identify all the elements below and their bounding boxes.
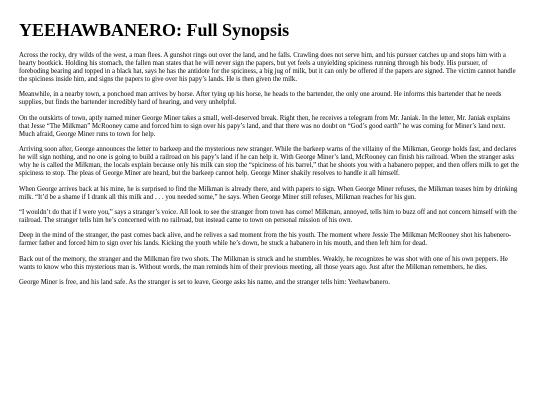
document-body [19, 20, 519, 295]
paragraph-7: Deep in the mind of the stranger, the past comes back alive, and he relives a sad moment from the his youth. The moment where Jessie The Milkman McRooney shot his habenero-farmer father and forced him to sign over his lands. Kicking the youth while he’s down, he stuck a habanero in his mouth, and then left him for dead. [19, 232, 512, 248]
left-margin [0, 0, 12, 405]
paragraph-2: Meanwhile, in a nearby town, a ponchoed man arrives by horse. After tying up his horse, he heads to the bartender, the only one around. He informs this bartender that he needs supplies, but finds the bartender incredibly hard of hearing, and very unhelpful. [19, 91, 502, 107]
paragraph-4: Arriving soon after, George announces the letter to barkeep and the mysterious new stranger. While the barkeep warns of the villainy of the Milkman, George holds fast, and declares he will sign nothing, and no one is going to build a railroad on his papy’s land if he can help it. With George Miner’s land, McRooney can finish his railroad. When the stranger asks why he is called the Milkman, the locals explain because only his milk can stop the “spiciness of his barrel,” that he shoots you with a habanero pepper, and then offers milk to get the spiciness to stop. The pleas of George Miner are heard, but the barkeep cannot help. George Miner shakily resolves to handle it all himself. [19, 146, 519, 178]
paragraph-6: “I wouldn’t do that if I were you,” says a stranger’s voice. All look to see the stranger from town has come! Milkman, annoyed, tells him to buzz off and not concern himself with the railroad. The stranger tells him he’s concerned with no railroad, but instead came to town on personal mission of his own. [19, 208, 517, 224]
paragraph-9: George Miner is free, and his land safe. As the stranger is set to leave, George asks his name, and the stranger tells him: Yeehawbanero. [19, 279, 390, 287]
paragraph-1: Across the rocky, dry wilds of the west, a man flees. A gunshot rings out over the land, and he falls. Crawling does not serve him, and his pursuer catches up and stops him with a hearty bootkick. Holding his stomach, the fallen man states that he will never sign the papers, but yet feels a unyielding spiciness running through his body. His pursuer, of foreboding bearing and topped in a black hat, says he has the antidote for the spiciness, a big jug of milk, but it can only be offered if the papers are signed. The victim cannot handle the spiciness inside him, and signs the papers to give over his papy’s lands. He is then given the milk. [19, 52, 516, 83]
page-title: YEEHAWBANERO: Full Synopsis [19, 20, 290, 40]
paragraph-5: When George arrives back at his mine, he is surprised to find the Milkman is already there, and with papers to sign. When George Miner refuses, the Milkman teases him by drinking milk. “It’d be a shame if I drank all this milk and . . . you needed some,” he says. When George Miner still refuses, Milkman reaches for his gun. [19, 185, 518, 201]
paragraph-8: Back out of the memory, the stranger and the Milkman fire two shots. The Milkman is struck and he stumbles. Weakly, he recognizes he was shot with one of his own peppers. He wants to know who this mysterious man is. Without words, the man reminds him of their previous meeting, all those years ago. Just after the Milkman remembers, he dies. [19, 255, 508, 271]
paragraph-3: On the outskirts of town, aptly named miner George Miner takes a small, well-deserved break. Right then, he receives a telegram from Mr. Janiak. In the letter, Mr. Janiak explains that Jesse “The Milkman” McRooney came and forced him to sign over his papy’s land, and that there was no doubt on “God’s good earth” he was coming for Miner’s land next. Much afraid, George Miner runs to town for help. [19, 114, 511, 138]
